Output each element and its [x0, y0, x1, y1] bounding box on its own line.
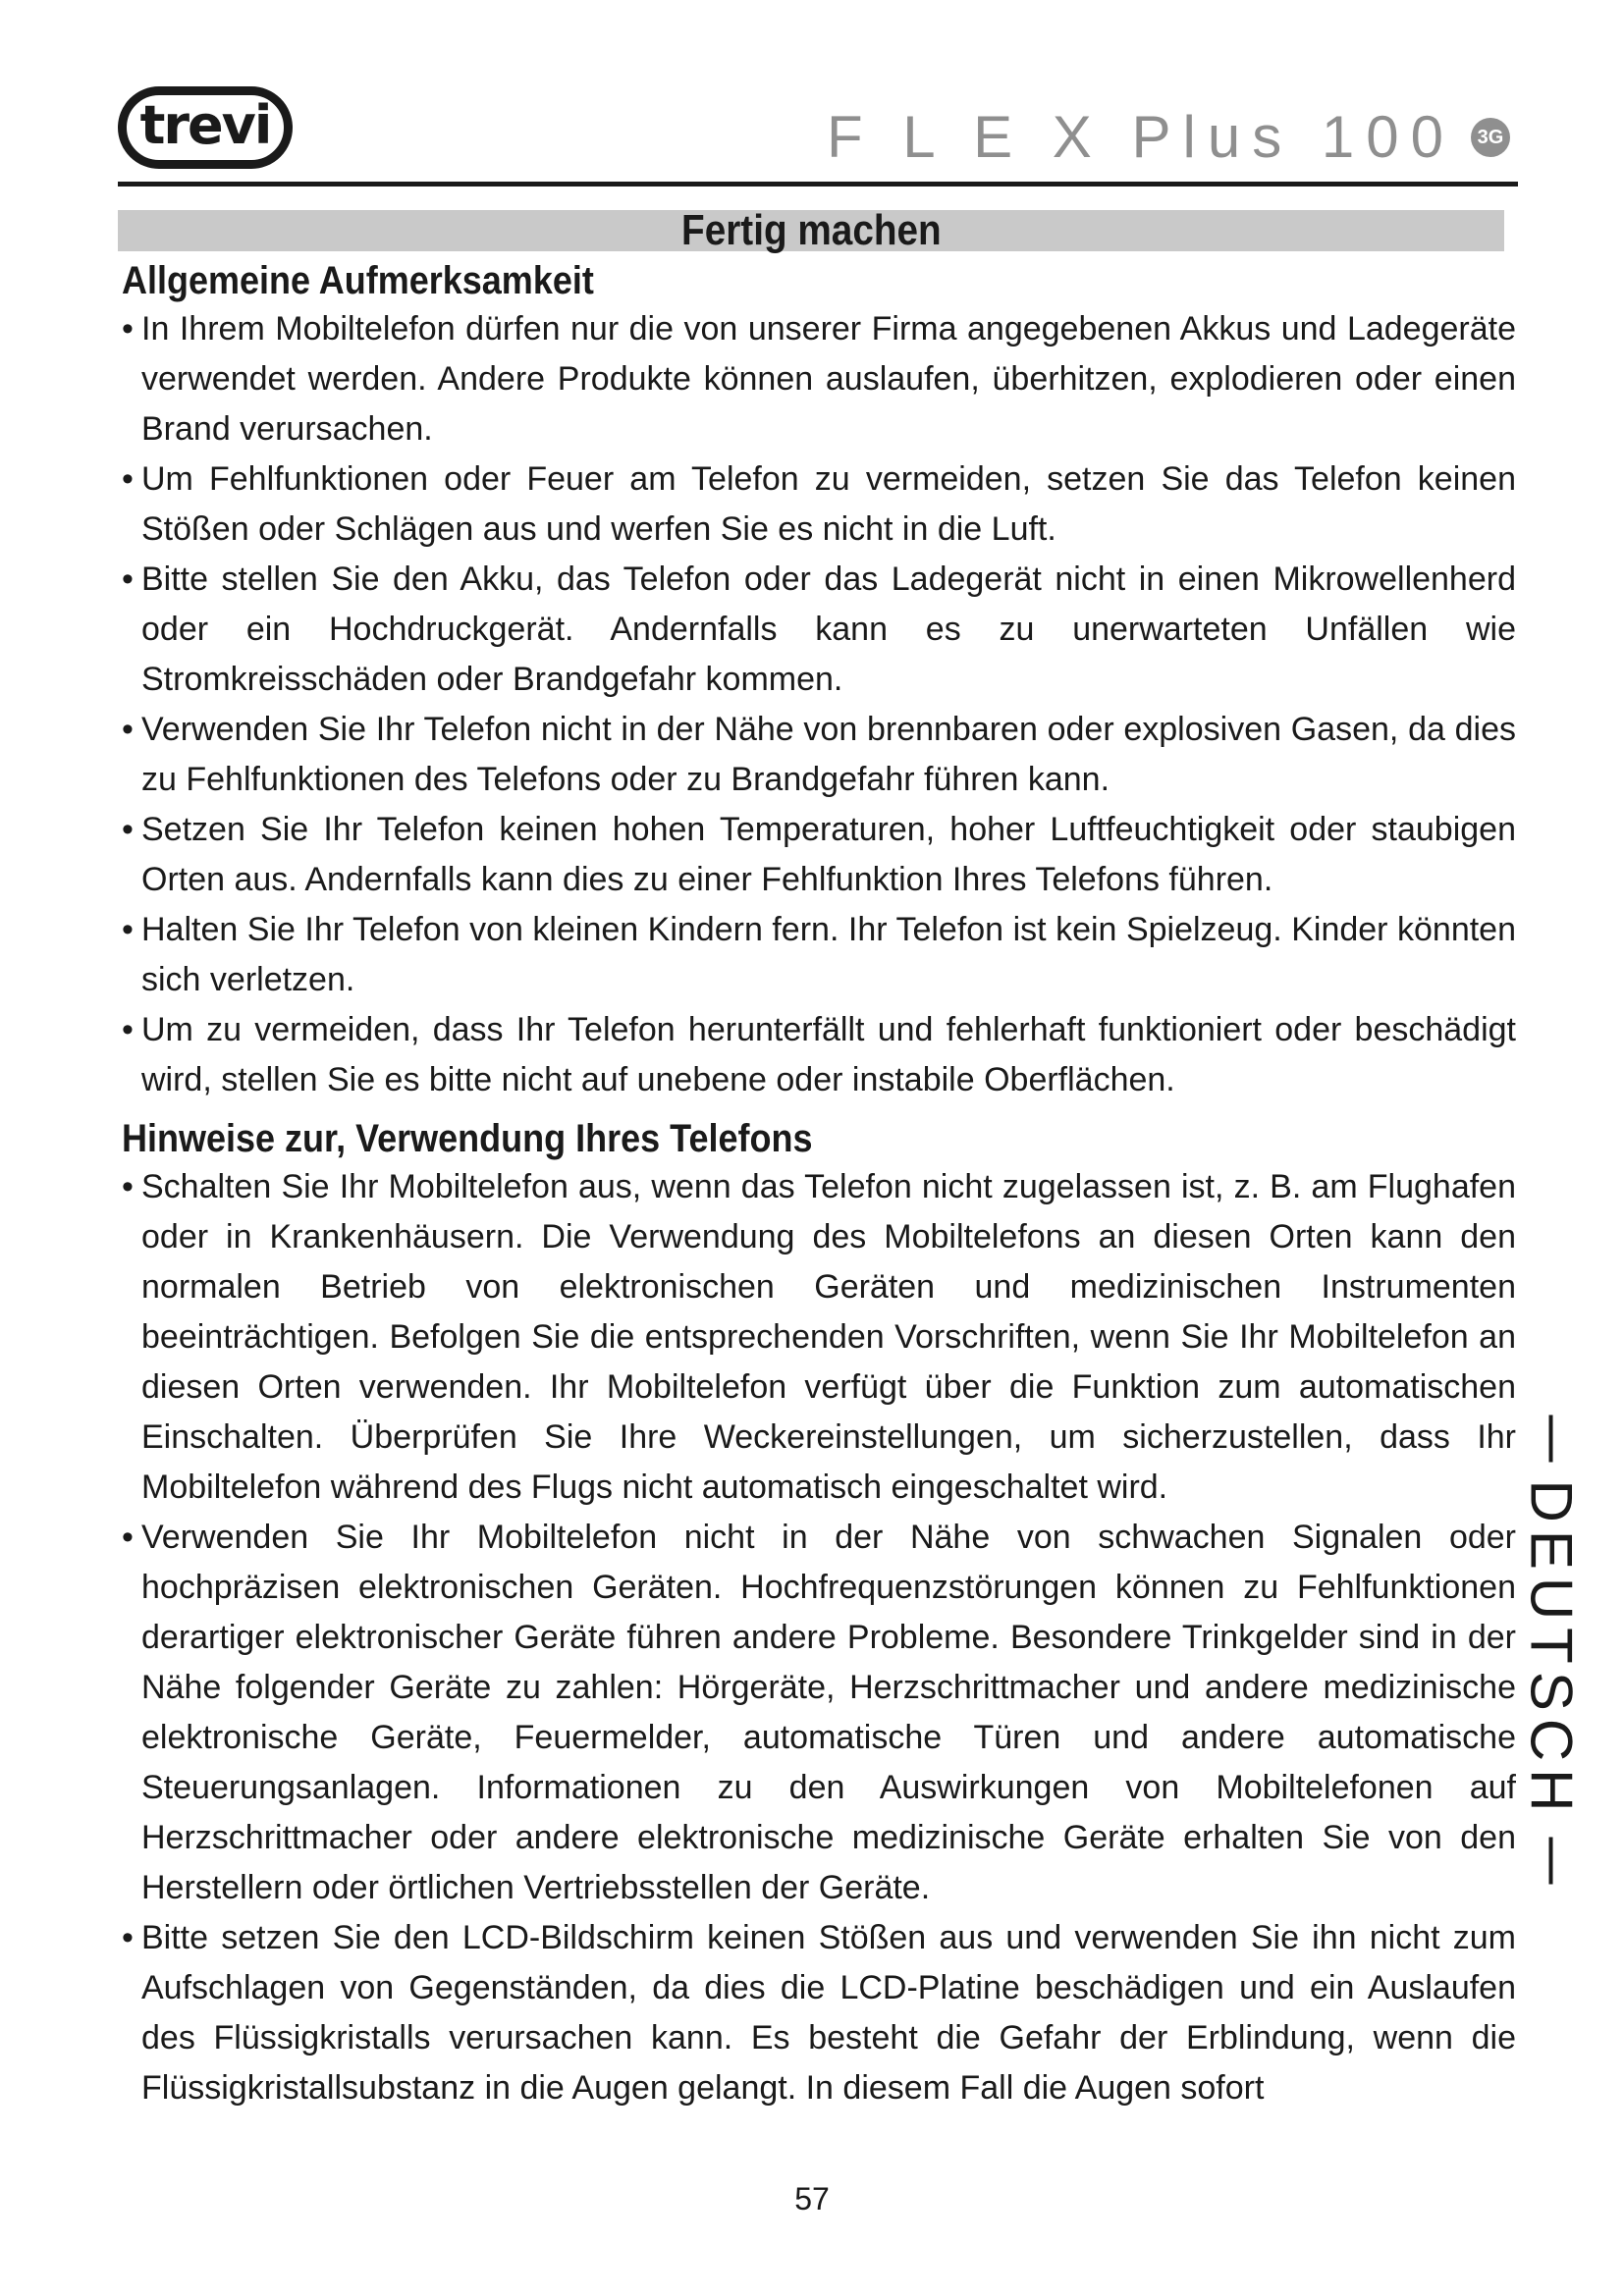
list-item: • Bitte stellen Sie den Akku, das Telefon oder das Ladegerät nicht in einen Mikrowellenherd oder ein Hochdruckgerät. Andernfalls kann es zu unerwarteten Unfällen wie Stromkreisschäden oder Brandgefahr kommen. [122, 555, 1516, 705]
product-name-text: F L E X Plus 100 [826, 104, 1455, 170]
brand-logo-text: trevi [139, 94, 271, 156]
header-divider [118, 182, 1518, 187]
page-title-bar [118, 206, 1504, 254]
language-label: DEUTSCH [1518, 1478, 1585, 1820]
section-general-attention [122, 257, 1516, 1105]
side-language-tab [1502, 1472, 1600, 1826]
list-item: • Um Fehlfunktionen oder Feuer am Telefon zu vermeiden, setzen Sie das Telefon keinen Stößen oder Schlägen aus und werfen Sie es nicht in die Luft. [122, 454, 1516, 555]
list-item: • Verwenden Sie Ihr Mobiltelefon nicht in der Nähe von schwachen Signalen oder hochpräzisen elektronischen Geräten. Hochfrequenzstörungen können zu Fehlfunktionen derartiger elektronischer Geräte führen andere Probleme. Besondere Trinkgelder sind in der Nähe folgender Geräte zu zahlen: Hörgeräte, Herzschrittmacher und andere medizinische elektronische Geräte, Feuermelder, automatische Türen und andere automatische Steuerungsanlagen. Informationen zu den Auswirkungen von Mobiltelefonen auf Herzschrittmacher oder andere elektronische medizinische Geräte erhalten Sie von den Herstellern oder örtlichen Vertriebsstellen der Geräte. [122, 1513, 1516, 1913]
list-item: • Um zu vermeiden, dass Ihr Telefon herunterfällt und fehlerhaft funktioniert oder beschädigt wird, stellen Sie es bitte nicht auf unebene oder instabile Oberflächen. [122, 1005, 1516, 1105]
section-heading: Allgemeine Aufmerksamkeit [122, 259, 594, 302]
list-item: • Setzen Sie Ihr Telefon keinen hohen Temperaturen, hoher Luftfeuchtigkeit oder staubigen Orten aus. Andernfalls kann dies zu einer Fehlfunktion Ihres Telefons führen. [122, 805, 1516, 905]
section-heading: Hinweise zur, Verwendung Ihres Telefons [122, 1117, 813, 1160]
section-phone-usage-notes [122, 1115, 1516, 2113]
bullet-list [122, 304, 1516, 1105]
product-name [826, 104, 1510, 170]
list-item: • Schalten Sie Ihr Mobiltelefon aus, wenn das Telefon nicht zugelassen ist, z. B. am Flughafen oder in Krankenhäusern. Die Verwendung des Mobiltelefons an diesen Orten kann den normalen Betrieb von elektronischen Geräten und medizinischen Instrumenten beeinträchtigen. Befolgen Sie die entsprechenden Vorschriften, wenn Sie Ihr Mobiltelefon an diesen Orten verwenden. Ihr Mobiltelefon verfügt über die Funktion zum automatischen Einschalten. Überprüfen Sie Ihre Weckereinstellungen, um sicherzustellen, dass Ihr Mobiltelefon während des Flugs nicht automatisch eingeschaltet wird. [122, 1162, 1516, 1513]
page-title: Fertig machen [680, 206, 942, 254]
list-item: • Halten Sie Ihr Telefon von kleinen Kindern fern. Ihr Telefon ist kein Spielzeug. Kinder könnten sich verletzen. [122, 905, 1516, 1005]
list-item: • Verwenden Sie Ihr Telefon nicht in der Nähe von brennbaren oder explosiven Gasen, da dies zu Fehlfunktionen des Telefons oder zu Brandgefahr führen kann. [122, 705, 1516, 805]
3g-badge-icon: 3G [1471, 118, 1510, 157]
list-item: • Bitte setzen Sie den LCD-Bildschirm keinen Stößen aus und verwenden Sie ihn nicht zum Aufschlagen von Gegenständen, da dies die LCD-Platine beschädigen und ein Auslaufen des Flüssigkristalls verursachen kann. Es besteht die Gefahr der Erblindung, wenn die Flüssigkristallsubstanz in die Augen gelangt. In diesem Fall die Augen sofort [122, 1913, 1516, 2113]
page-content [122, 257, 1516, 2113]
bullet-list [122, 1162, 1516, 2113]
list-item: • In Ihrem Mobiltelefon dürfen nur die von unserer Firma angegebenen Akkus und Ladegeräte verwendet werden. Andere Produkte können auslaufen, überhitzen, explodieren oder einen Brand verursachen. [122, 304, 1516, 454]
brand-logo [118, 86, 293, 169]
divider [1549, 1837, 1553, 1884]
divider [1549, 1415, 1553, 1462]
page-number: 57 [794, 2181, 830, 2216]
